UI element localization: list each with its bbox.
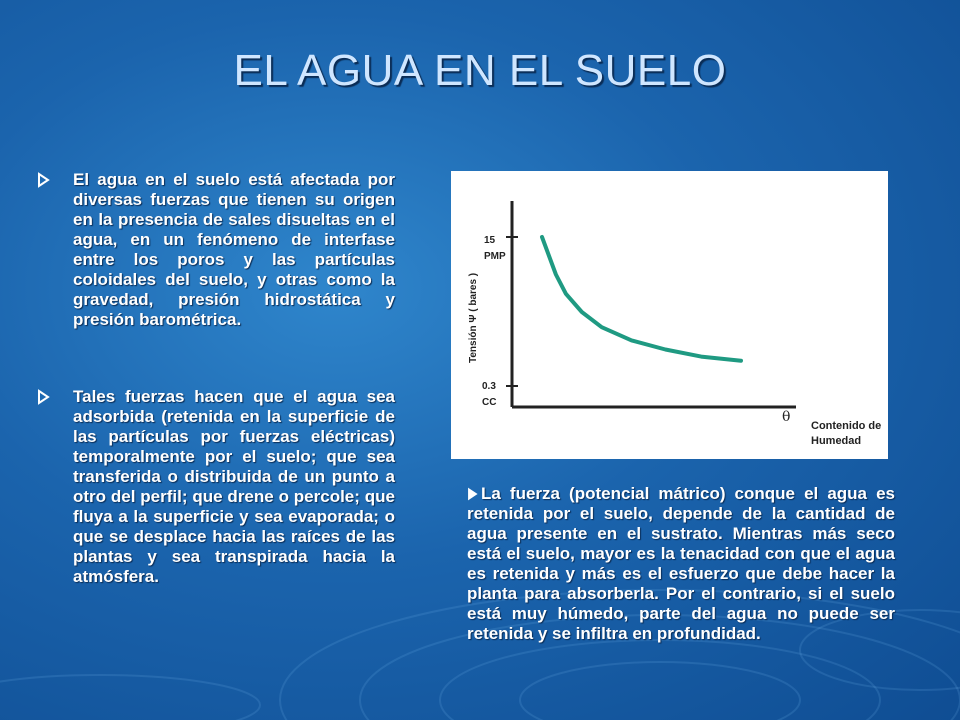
y-axis-label: Tensión Ψ ( bares ) [468,272,479,363]
chart-svg [451,171,888,459]
y-tick-label-cc-value: 0.3 [482,381,496,392]
x-axis-label-line2: Humedad [811,435,862,447]
x-axis-symbol: θ [782,409,791,425]
y-tick-sublabel-pmp: PMP [484,251,506,262]
tension-moisture-chart [451,171,888,459]
bullet-item-forces [37,170,395,330]
bullet-item-adsorption [37,387,395,587]
y-tick-label-15: 15 [484,235,496,246]
bullet-text: El agua en el suelo está afectada por diversas fuerzas que tienen su origen en la presencia de sales disueltas en el agua, en un fenómeno de interfase entre los poros y las partículas coloidales del suelo, y otras como la gravedad, presión hidrostática y presión barométrica. [73,170,395,329]
slide-title: EL AGUA EN EL SUELO [233,46,727,95]
arrow-bullet-icon [37,170,51,190]
bullet-text: La fuerza (potencial mátrico) conque el agua es retenida por el suelo, depende de la cantidad de agua presente en el sustrato. Mientras más seco está el suelo, mayor es la tenacidad con que el agua es retenida y más es el esfuerzo que debe hacer la planta para absorberla. Por el contrario, si el suelo está muy húmedo, parte del agua no puede ser retenida y se infiltra en profundidad. [467,484,895,643]
y-tick-sublabel-cc: CC [482,397,497,408]
arrow-bullet-icon [467,485,479,503]
arrow-bullet-icon [37,387,51,407]
bullet-text: Tales fuerzas hacen que el agua sea adsorbida (retenida en la superficie de las partículas por fuerzas eléctricas) temporalmente por el suelo; que sea transferida o distribuida de un punto a otro del perfil; que drene o percole; que fluya a la superficie y sea evaporada; o que se desplace hacia las raíces de las plantas y sea transpirada hacia la atmósfera. [73,387,395,586]
bullet-item-matric-potential [467,484,895,644]
x-axis-label-line1: Contenido de [811,420,882,432]
series-line-0 [542,237,741,361]
